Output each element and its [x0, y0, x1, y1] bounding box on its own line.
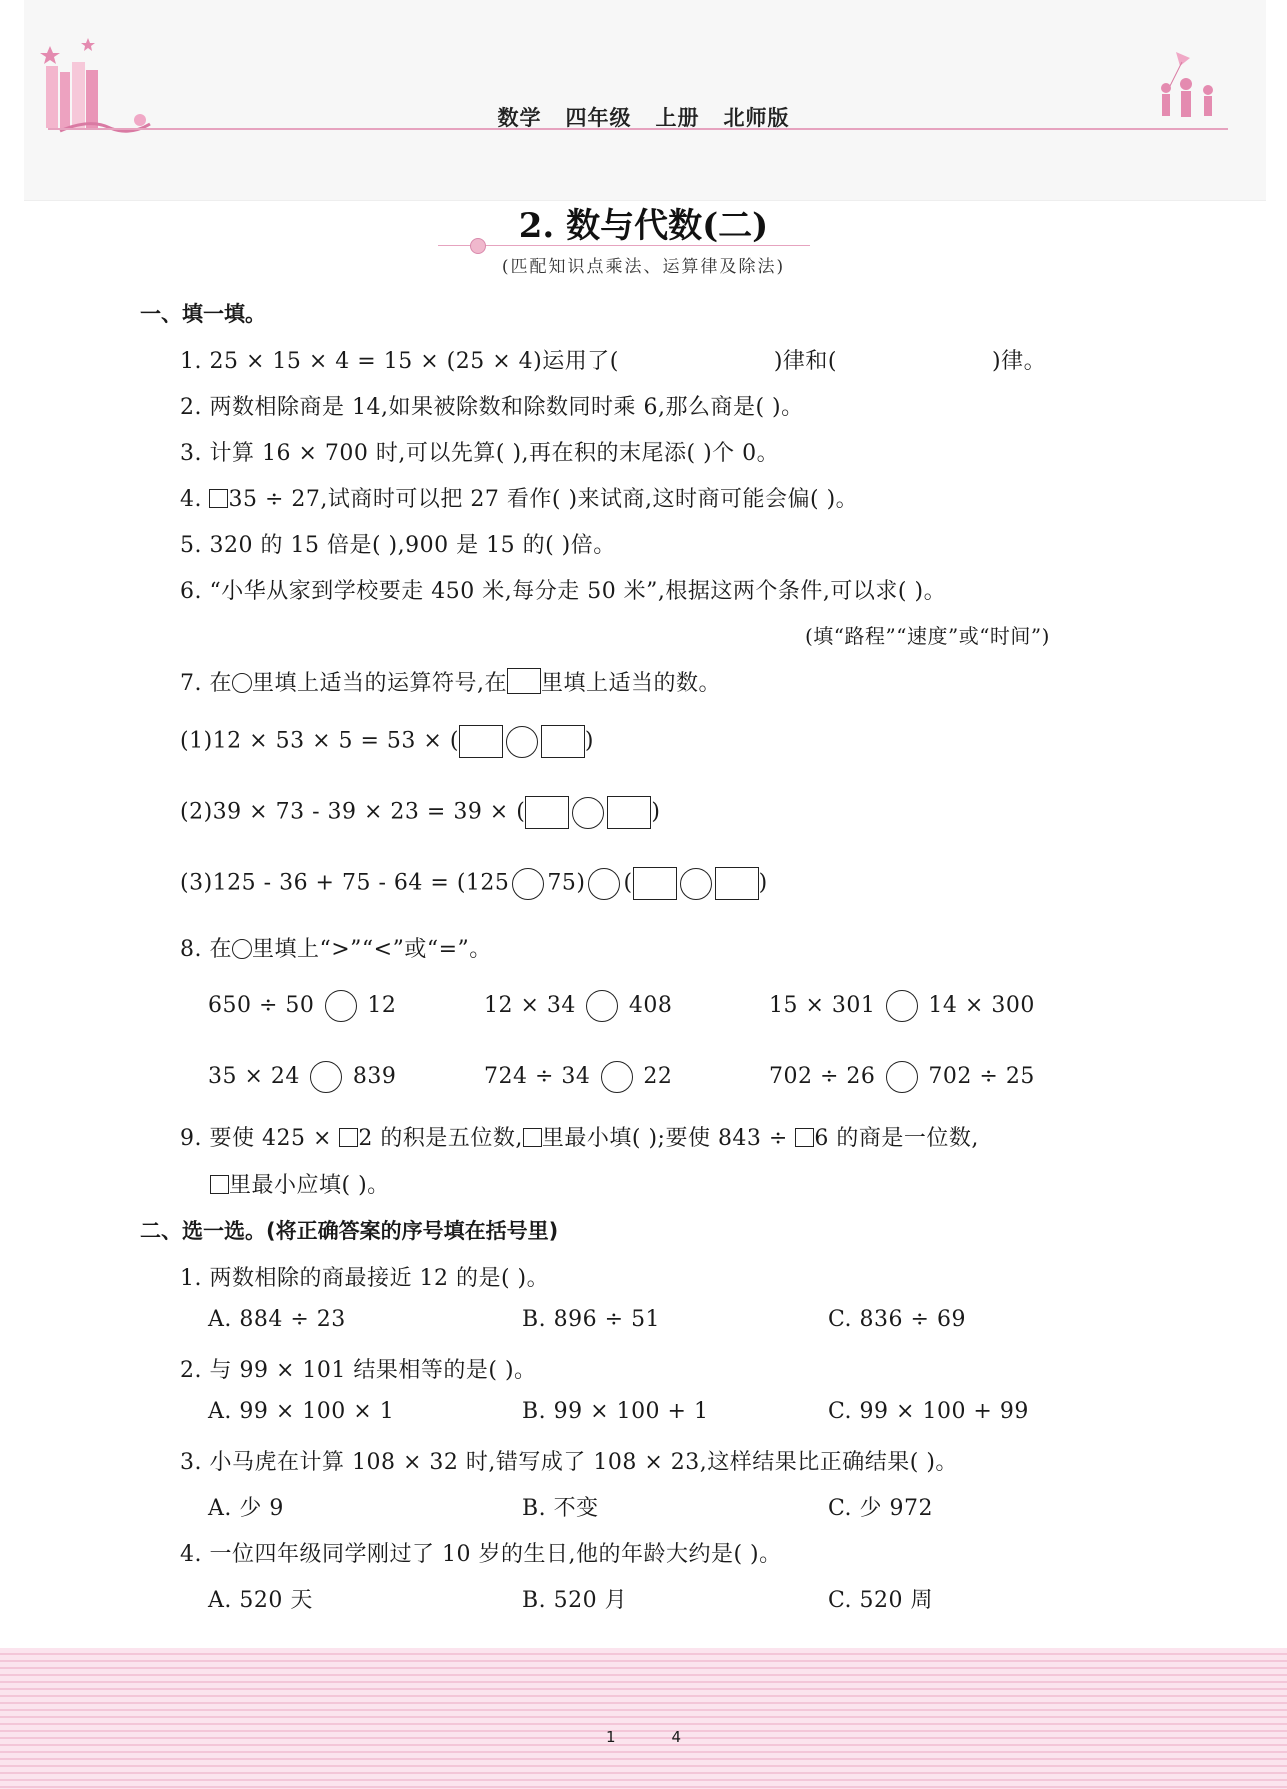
question-1-7-1: (1)12 × 53 × 5 = 53 × ( )	[180, 725, 594, 758]
answer-box[interactable]	[715, 867, 759, 900]
box-symbol-icon	[507, 668, 541, 694]
footer-stripes	[0, 1648, 1287, 1789]
blank-square	[795, 1128, 814, 1147]
option-c[interactable]: C. 520 周	[828, 1588, 934, 1613]
option-a[interactable]: A. 少 9	[208, 1496, 284, 1521]
option-c[interactable]: C. 少 972	[828, 1496, 934, 1521]
header-background	[24, 0, 1266, 201]
answer-circle[interactable]	[886, 990, 918, 1022]
title-underline	[438, 245, 810, 246]
question-1-9: 9. 要使 425 × 2 的积是五位数, 里最小填( );要使 843 ÷ 6 的商是一位数,	[180, 1126, 979, 1151]
question-2-2: 2. 与 99 × 101 结果相等的是( )。	[180, 1358, 537, 1383]
question-1-6-note: (填“路程”“速度”或“时间”)	[805, 624, 1050, 648]
question-2-1: 1. 两数相除的商最接近 12 的是( )。	[180, 1266, 550, 1291]
answer-circle[interactable]	[601, 1061, 633, 1093]
answer-circle[interactable]	[506, 726, 538, 758]
blank-square	[339, 1128, 358, 1147]
compare-item: 35 × 24 839	[208, 1061, 396, 1093]
answer-circle[interactable]	[588, 868, 620, 900]
answer-circle[interactable]	[680, 868, 712, 900]
header-subject: 数学	[497, 105, 542, 130]
question-1-1: 1. 25 × 15 × 4 = 15 × (25 × 4)运用了( )律和( )律。	[180, 349, 1047, 374]
compare-item: 12 × 34 408	[484, 990, 672, 1022]
option-b[interactable]: B. 不变	[522, 1496, 599, 1521]
blank-square	[210, 1175, 229, 1194]
answer-box[interactable]	[525, 796, 569, 829]
option-a[interactable]: A. 884 ÷ 23	[208, 1307, 346, 1332]
question-1-5: 5. 320 的 15 倍是( ),900 是 15 的( )倍。	[180, 533, 616, 558]
question-1-8: 8. 在 里填上“>”“<”或“=”。	[180, 937, 492, 962]
part2-heading: 二、选一选。(将正确答案的序号填在括号里)	[140, 1219, 559, 1243]
answer-circle[interactable]	[310, 1061, 342, 1093]
section-title: 2. 数与代数(二)	[518, 206, 769, 246]
option-c[interactable]: C. 836 ÷ 69	[828, 1307, 966, 1332]
book-header	[0, 102, 1287, 132]
question-1-2: 2. 两数相除商是 14,如果被除数和除数同时乘 6,那么商是( )。	[180, 395, 804, 420]
answer-box[interactable]	[607, 796, 651, 829]
compare-item: 650 ÷ 50 12	[208, 990, 396, 1022]
circle-symbol-icon	[232, 939, 252, 959]
blank-square	[523, 1128, 542, 1147]
question-2-4: 4. 一位四年级同学刚过了 10 岁的生日,他的年龄大约是( )。	[180, 1542, 782, 1567]
header-edition: 北师版	[723, 105, 790, 130]
question-1-7-2: (2)39 × 73 - 39 × 23 = 39 × ( )	[180, 796, 660, 829]
question-1-7: 7. 在 里填上适当的运算符号,在 里填上适当的数。	[180, 666, 721, 697]
section-subtitle: (匹配知识点乘法、运算律及除法)	[501, 257, 786, 277]
blank-square	[209, 489, 228, 508]
answer-circle[interactable]	[886, 1061, 918, 1093]
compare-item: 702 ÷ 26 702 ÷ 25	[769, 1061, 1035, 1093]
answer-circle[interactable]	[512, 868, 544, 900]
answer-circle[interactable]	[572, 797, 604, 829]
question-1-6: 6. “小华从家到学校要走 450 米,每分走 50 米”,根据这两个条件,可以求( )。	[180, 579, 947, 604]
question-1-9-cont: 里最小应填( )。	[210, 1168, 390, 1199]
page-number: 14	[605, 1728, 738, 1746]
compare-item: 724 ÷ 34 22	[484, 1061, 672, 1093]
answer-circle[interactable]	[586, 990, 618, 1022]
option-b[interactable]: B. 99 × 100 + 1	[522, 1399, 709, 1424]
question-1-3: 3. 计算 16 × 700 时,可以先算( ),再在积的末尾添( )个 0。	[180, 441, 780, 466]
option-a[interactable]: A. 99 × 100 × 1	[208, 1399, 395, 1424]
part1-heading: 一、填一填。	[140, 302, 266, 326]
answer-box[interactable]	[541, 725, 585, 758]
answer-box[interactable]	[633, 867, 677, 900]
circle-symbol-icon	[232, 673, 252, 693]
option-b[interactable]: B. 896 ÷ 51	[522, 1307, 661, 1332]
header-grade: 四年级	[565, 105, 632, 130]
question-2-3: 3. 小马虎在计算 108 × 32 时,错写成了 108 × 23,这样结果比正确结果( )。	[180, 1450, 958, 1475]
answer-circle[interactable]	[325, 990, 357, 1022]
option-b[interactable]: B. 520 月	[522, 1588, 628, 1613]
question-1-7-3: (3)125 - 36 + 75 - 64 = (125 75) ( )	[180, 867, 768, 900]
option-c[interactable]: C. 99 × 100 + 99	[828, 1399, 1029, 1424]
question-1-4: 4. 35 ÷ 27,试商时可以把 27 看作( )来试商,这时商可能会偏( )。	[180, 487, 859, 512]
answer-box[interactable]	[459, 725, 503, 758]
option-a[interactable]: A. 520 天	[208, 1588, 313, 1613]
compare-item: 15 × 301 14 × 300	[769, 990, 1035, 1022]
header-volume: 上册	[655, 105, 700, 130]
